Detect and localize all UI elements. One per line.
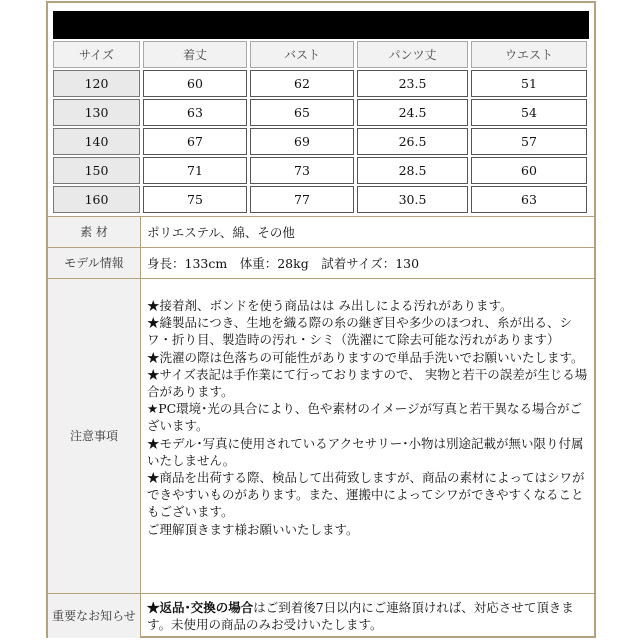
product-info-sheet bbox=[46, 1, 596, 638]
header-size: サイズ bbox=[53, 41, 140, 68]
row-length: 63 bbox=[143, 99, 247, 126]
row-pants-length: 24.5 bbox=[357, 99, 468, 126]
row-size: 130 bbox=[53, 99, 140, 126]
notes-row bbox=[48, 279, 594, 594]
return-exchange-heading: ★返品･交換の場合 bbox=[147, 600, 254, 615]
row-size: 160 bbox=[53, 186, 140, 213]
table-row bbox=[53, 99, 589, 126]
row-pants-length: 26.5 bbox=[357, 128, 468, 155]
list-item: ★縫製品につき、生地を織る際の糸の継ぎ目や多少のほつれ、糸が出る、シワ・折り目、製造時の汚れ・シミ（洗濯にて除去可能な汚れがあります） bbox=[147, 315, 573, 348]
model-info-value: 身長：133cm 体重：28kg 試着サイズ：130 bbox=[147, 256, 420, 271]
row-pants-length: 30.5 bbox=[357, 186, 468, 213]
list-item: ★モデル･写真に使用されているアクセサリー･小物は別途記載が無い限り付属いたしません。 bbox=[147, 435, 584, 468]
row-size: 150 bbox=[53, 157, 140, 184]
notes-label: 注意事項 bbox=[48, 279, 141, 593]
row-waist: 60 bbox=[471, 157, 587, 184]
model-info-label: モデル情報 bbox=[48, 248, 141, 278]
table-row bbox=[53, 70, 589, 97]
size-chart bbox=[48, 3, 594, 217]
table-row bbox=[53, 128, 589, 155]
row-size: 120 bbox=[53, 70, 140, 97]
header-waist: ウエスト bbox=[471, 41, 587, 68]
notes-list bbox=[147, 297, 588, 538]
list-item: ★接着剤、ボンドを使う商品はは み出しによる汚れがあります。 bbox=[147, 298, 513, 313]
header-bust: バスト bbox=[250, 41, 354, 68]
row-length: 67 bbox=[143, 128, 247, 155]
row-bust: 62 bbox=[250, 70, 354, 97]
header-pants-length: パンツ丈 bbox=[357, 41, 468, 68]
row-bust: 73 bbox=[250, 157, 354, 184]
material-value: ポリエステル、綿、その他 bbox=[147, 225, 295, 240]
return-exchange-text: はご到着後7日以内にご連絡頂ければ、対応させて頂きます。未使用の商品のみお受けいたします。 bbox=[147, 600, 574, 632]
material-row bbox=[48, 217, 594, 248]
important-notice-label: 重要なお知らせ bbox=[48, 594, 141, 638]
row-waist: 51 bbox=[471, 70, 587, 97]
row-waist: 54 bbox=[471, 99, 587, 126]
list-item: ★洗濯の際は色落ちの可能性がありますので単品手洗いでお願いいたします。 bbox=[147, 349, 584, 365]
row-bust: 65 bbox=[250, 99, 354, 126]
list-item: ご理解頂きます様お願いいたします。 bbox=[147, 521, 359, 537]
size-table bbox=[53, 41, 589, 215]
header-bar bbox=[53, 11, 589, 39]
model-info-row bbox=[48, 248, 594, 279]
important-notice-value bbox=[141, 594, 594, 638]
table-row bbox=[53, 157, 589, 184]
row-waist: 57 bbox=[471, 128, 587, 155]
list-item: ★商品を出荷する際、検品して出荷致しますが、商品の素材によってはシワができやすいものがあります。また、運搬中によってシワができやすくなることもございます。 bbox=[147, 470, 585, 520]
list-item: ★サイズ表記は手作業にて行っておりますので、 実物と若干の誤差が生じる場合があります。 bbox=[147, 366, 588, 400]
material-label: 素 材 bbox=[48, 217, 141, 247]
row-bust: 77 bbox=[250, 186, 354, 213]
row-length: 60 bbox=[143, 70, 247, 97]
row-bust: 69 bbox=[250, 128, 354, 155]
row-waist: 63 bbox=[471, 186, 587, 213]
table-row bbox=[53, 186, 589, 213]
row-pants-length: 28.5 bbox=[357, 157, 468, 184]
header-length: 着丈 bbox=[143, 41, 247, 68]
list-item: ★PC環境･光の具合により、色や素材のイメージが写真と若干異なる場合がございます。 bbox=[147, 401, 583, 434]
important-notice-row bbox=[48, 594, 594, 638]
row-pants-length: 23.5 bbox=[357, 70, 468, 97]
size-table-header bbox=[53, 41, 589, 68]
row-size: 140 bbox=[53, 128, 140, 155]
row-length: 71 bbox=[143, 157, 247, 184]
row-length: 75 bbox=[143, 186, 247, 213]
